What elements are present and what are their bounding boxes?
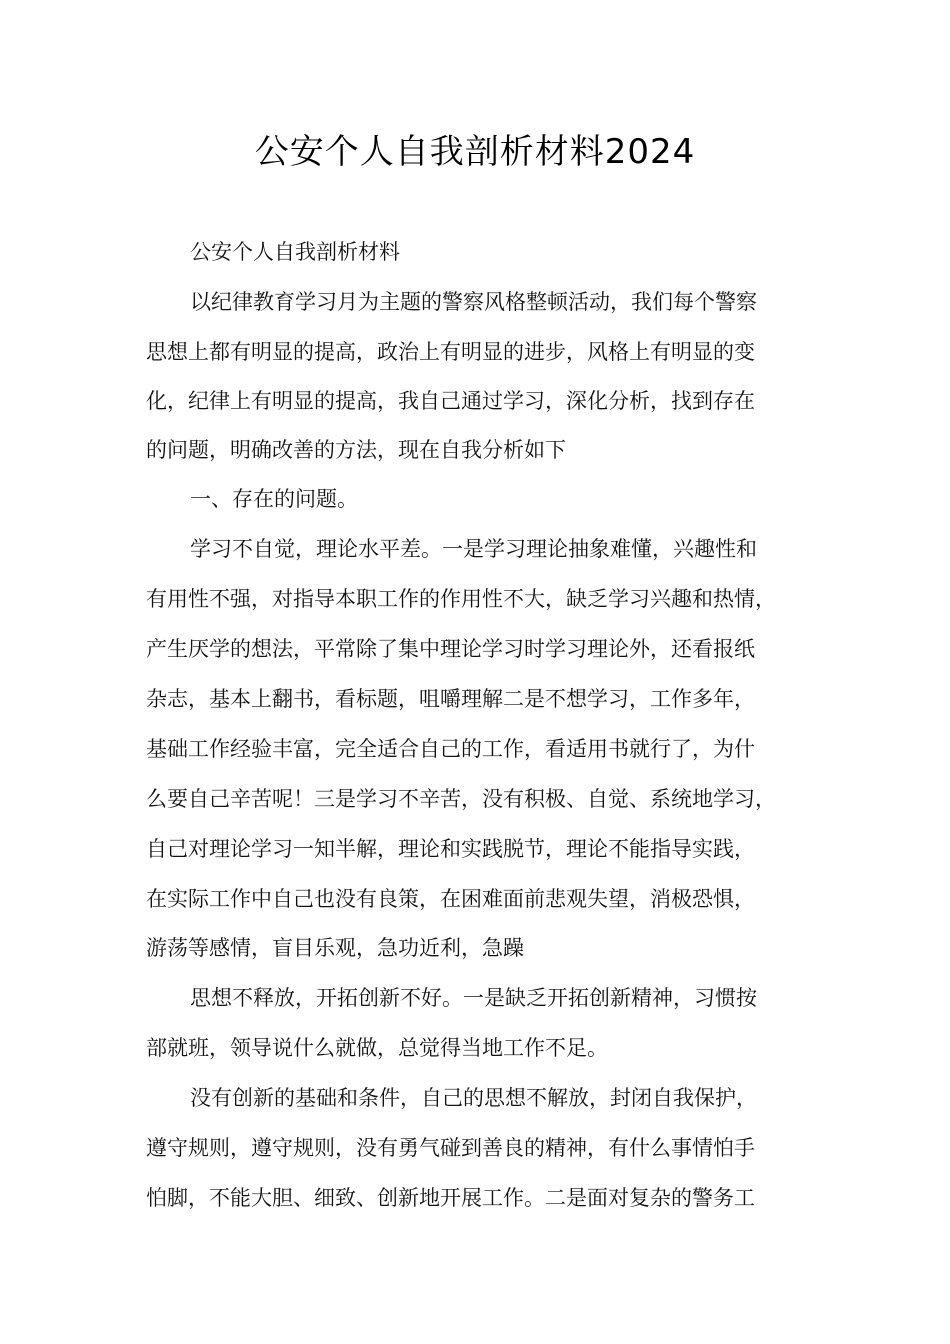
paragraph-line: 思想不释放，开拓创新不好。一是缺乏开拓创新精神，习惯按 [190, 986, 757, 1010]
paragraph-line: 杂志，基本上翻书，看标题，咀嚼理解二是不想学习，工作多年， [146, 687, 755, 711]
document-title: 公安个人自我剖析材料2024 [254, 132, 696, 172]
paragraph-line: 学习不自觉，理论水平差。一是学习理论抽象难懂，兴趣性和 [190, 537, 757, 561]
paragraph-line: 公安个人自我剖析材料 [190, 240, 400, 264]
paragraph-line: 有用性不强，对指导本职工作的作用性不大，缺乏学习兴趣和热情， [146, 587, 776, 611]
paragraph-line: 基础工作经验丰富，完全适合自己的工作，看适用书就行了，为什 [146, 737, 755, 761]
paragraph-line: 产生厌学的想法，平常除了集中理论学习时学习理论外，还看报纸 [146, 637, 755, 661]
paragraph-line: 么要自己辛苦呢！三是学习不辛苦，没有积极、自觉、系统地学习， [146, 787, 776, 811]
paragraph-line: 游荡等感情，盲目乐观，急功近利，急躁 [146, 936, 524, 960]
paragraph-line: 自己对理论学习一知半解，理论和实践脱节，理论不能指导实践， [146, 837, 755, 861]
paragraph-line: 在实际工作中自己也没有良策，在困难面前悲观失望，消极恐惧， [146, 887, 755, 911]
paragraph-line: 的问题，明确改善的方法，现在自我分析如下 [146, 438, 566, 462]
paragraph-line: 没有创新的基础和条件，自己的思想不解放，封闭自我保护， [190, 1086, 757, 1110]
paragraph-line: 部就班，领导说什么就做，总觉得当地工作不足。 [146, 1036, 608, 1060]
paragraph-line: 遵守规则，遵守规则，没有勇气碰到善良的精神，有什么事情怕手 [146, 1136, 755, 1160]
section-heading: 一、存在的问题。 [190, 487, 358, 511]
paragraph-line: 思想上都有明显的提高，政治上有明显的进步，风格上有明显的变 [146, 340, 755, 364]
paragraph-line: 怕脚，不能大胆、细致、创新地开展工作。二是面对复杂的警务工 [146, 1186, 755, 1210]
paragraph-line: 以纪律教育学习月为主题的警察风格整顿活动，我们每个警察 [190, 290, 757, 314]
paragraph-line: 化，纪律上有明显的提高，我自己通过学习，深化分析，找到存在 [146, 389, 755, 413]
